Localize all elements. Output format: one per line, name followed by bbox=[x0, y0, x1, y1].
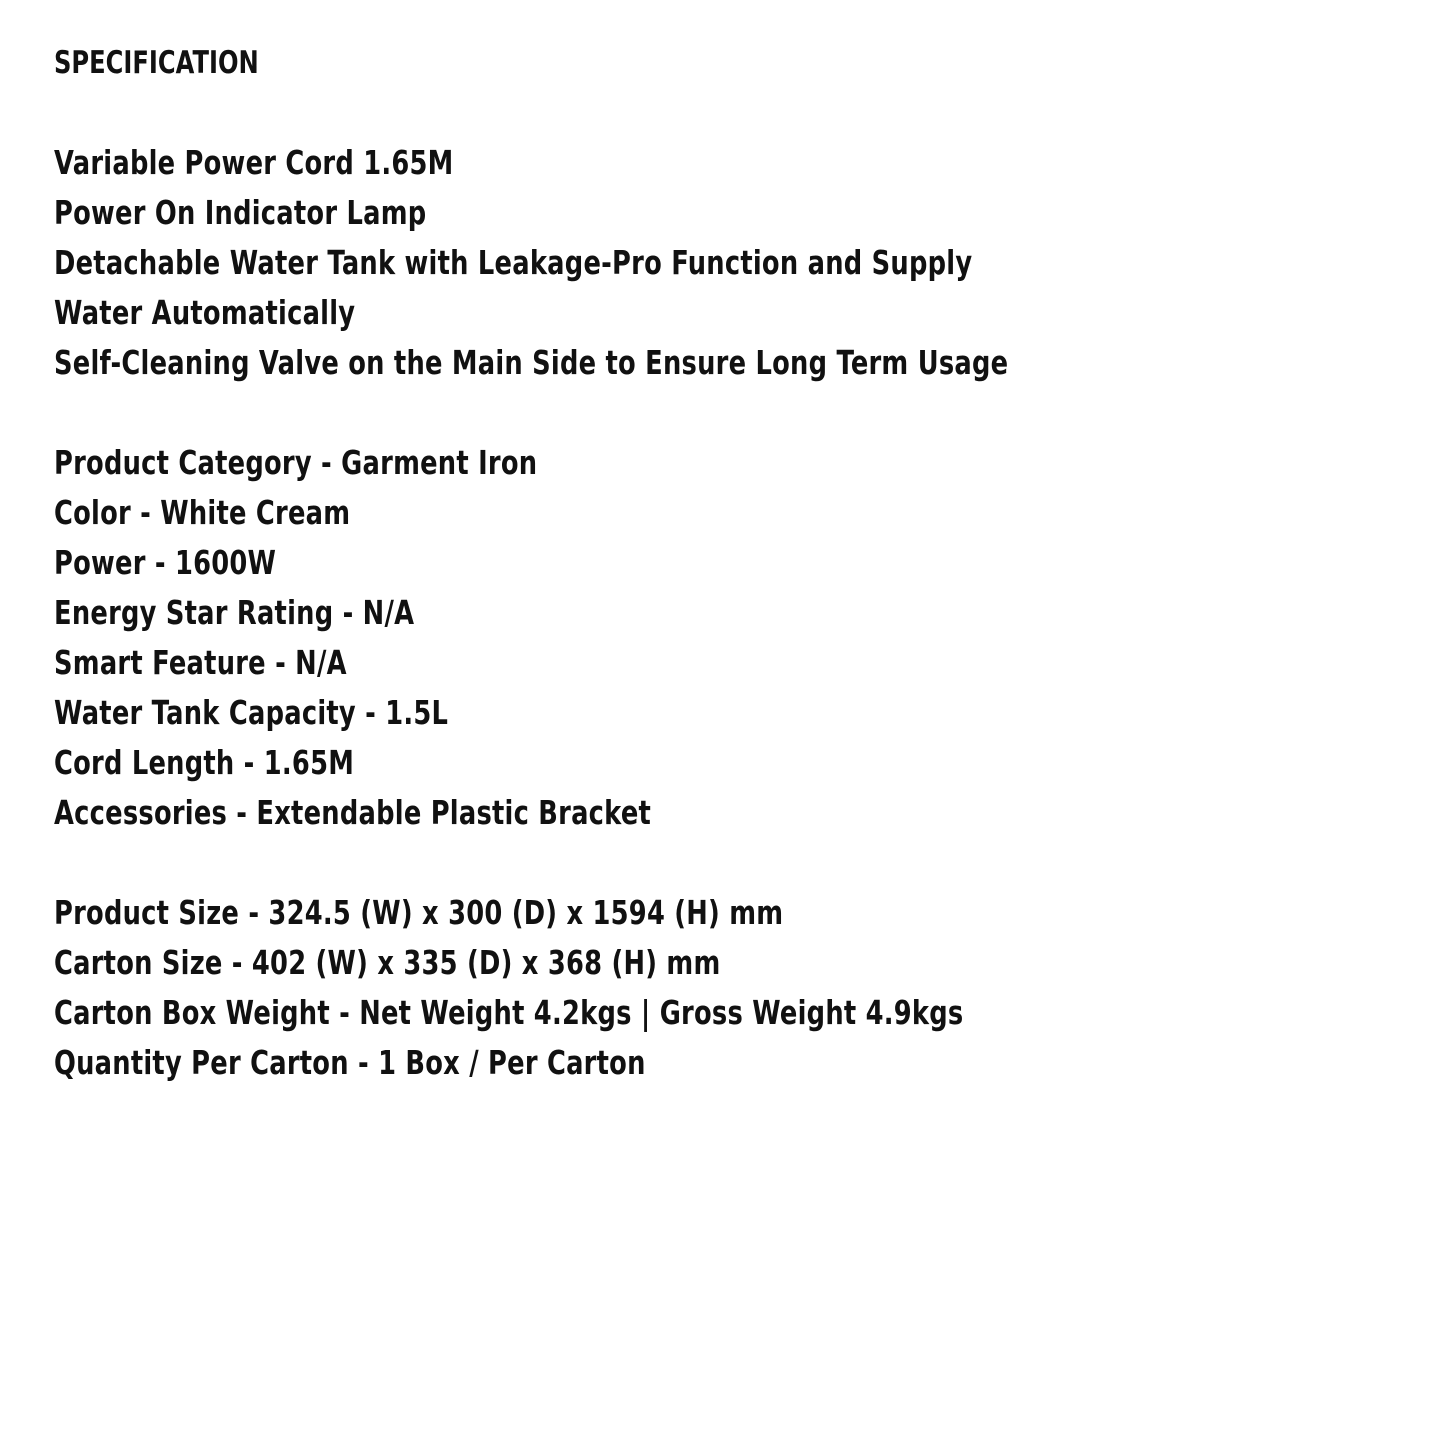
spacer bbox=[54, 388, 1394, 438]
spacer bbox=[54, 88, 1394, 138]
spec-line: Accessories - Extendable Plastic Bracket bbox=[54, 793, 652, 832]
feature-line: Water Automatically bbox=[54, 293, 356, 332]
spec-line: Cord Length - 1.65M bbox=[54, 743, 355, 782]
spec-line: Power - 1600W bbox=[54, 543, 277, 582]
spec-line: Color - White Cream bbox=[54, 493, 351, 532]
packaging-line: Carton Box Weight - Net Weight 4.2kgs | Gross Weight 4.9kgs bbox=[54, 993, 964, 1032]
page-title: SPECIFICATION bbox=[54, 45, 259, 81]
specification-document bbox=[54, 38, 1394, 1088]
feature-line: Detachable Water Tank with Leakage-Pro Function and Supply bbox=[54, 243, 973, 282]
specs-section bbox=[54, 438, 1394, 838]
feature-line: Self-Cleaning Valve on the Main Side to Ensure Long Term Usage bbox=[54, 343, 1009, 382]
feature-line: Power On Indicator Lamp bbox=[54, 193, 427, 232]
packaging-line: Quantity Per Carton - 1 Box / Per Carton bbox=[54, 1043, 646, 1082]
features-section bbox=[54, 138, 1394, 388]
packaging-line: Product Size - 324.5 (W) x 300 (D) x 1594 (H) mm bbox=[54, 893, 784, 932]
spec-line: Product Category - Garment Iron bbox=[54, 443, 538, 482]
spacer bbox=[54, 838, 1394, 888]
spec-line: Smart Feature - N/A bbox=[54, 643, 347, 682]
spec-line: Water Tank Capacity - 1.5L bbox=[54, 693, 449, 732]
feature-line: Variable Power Cord 1.65M bbox=[54, 143, 454, 182]
spec-line: Energy Star Rating - N/A bbox=[54, 593, 415, 632]
packaging-line: Carton Size - 402 (W) x 335 (D) x 368 (H) mm bbox=[54, 943, 721, 982]
packaging-section bbox=[54, 888, 1394, 1088]
